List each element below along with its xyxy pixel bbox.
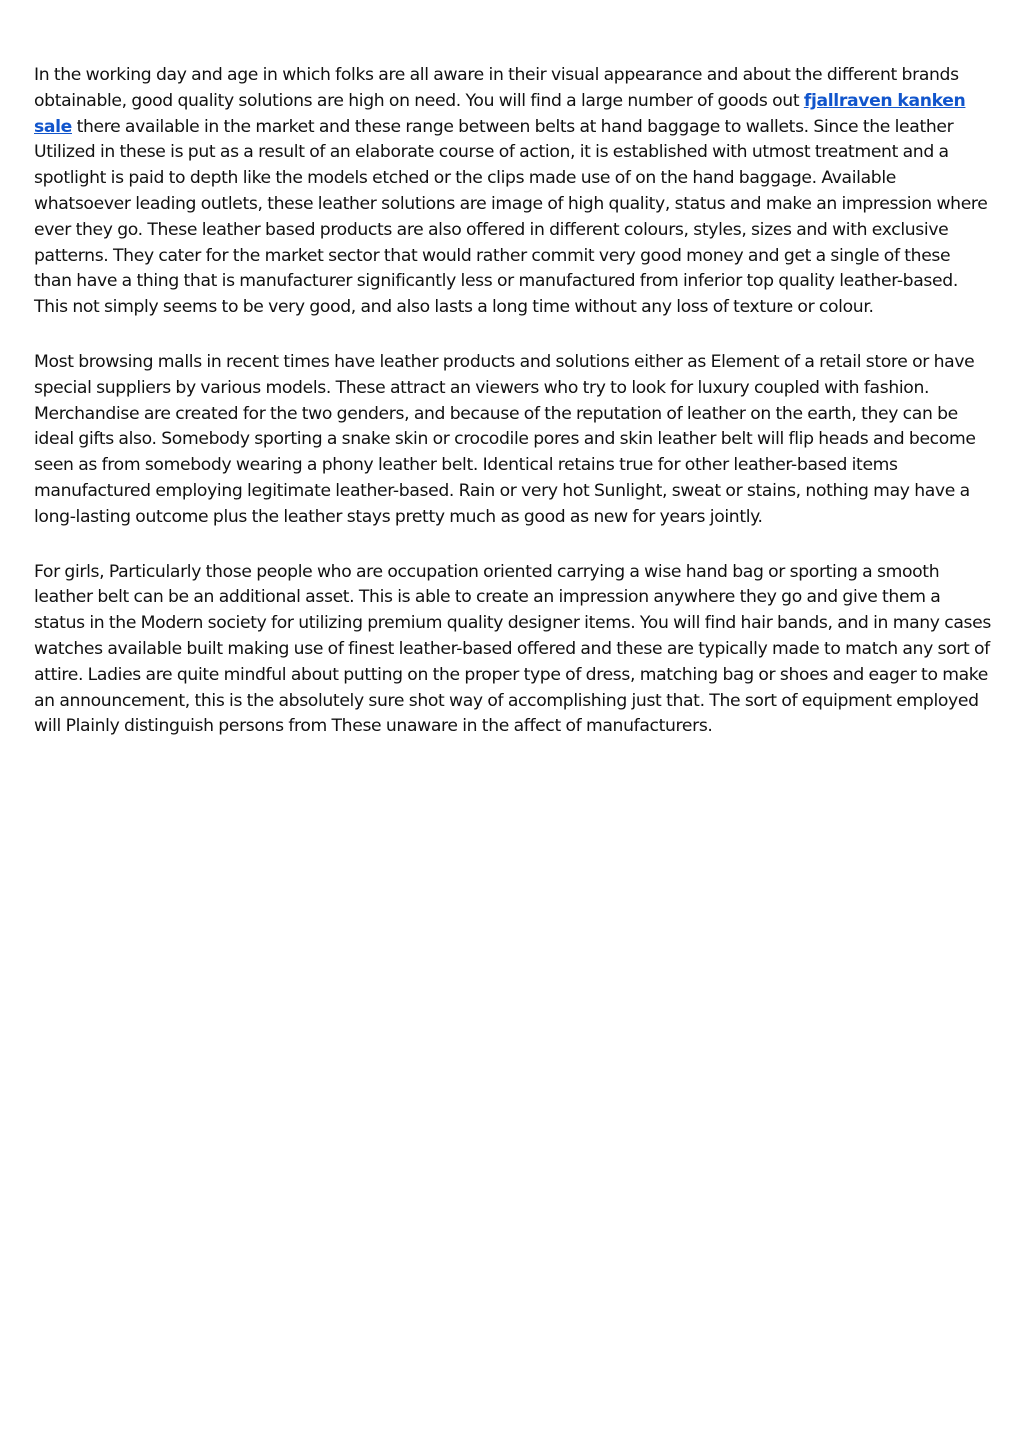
paragraph-1-text-before-link: In the working day and age in which folks are all aware in their visual appearance and about the different brands obtainable, good quality solutions are high on need. You will find a large number of goods out [34,65,959,111]
paragraph-3: For girls, Particularly those people who are occupation oriented carrying a wise hand bag or sporting a smooth leather belt can be an additional asset. This is able to create an impression anywhere they go and give them a status in the Modern society for utilizing premium quality designer items. You will find hair bands, and in many cases watches available built making use of finest leather-based offered and these are typically made to match any sort of attire. Ladies are quite mindful about putting on the proper type of dress, matching bag or shoes and eager to make an announcement, this is the absolutely sure shot way of accomplishing just that. The sort of equipment employed will Plainly distinguish persons from These unaware in the affect of manufacturers. [34,561,991,737]
paragraph-1 [34,63,992,321]
paragraph-1-text-after-link: there available in the market and these range between belts at hand baggage to wallets. Since the leather Utilized in these is put as a result of an elaborate course of action, it is established with utmost treatment and a spotlight is paid to depth like the models etched or the clips made use of on the hand baggage. Available whatsoever leading outlets, these leather solutions are image of high quality, status and make an impression where ever they go. These leather based products are also offered in different colours, styles, sizes and with exclusive patterns. They cater for the market sector that would rather commit very good money and get a single of these than have a thing that is manufacturer significantly less or manufactured from inferior top quality leather-based. This not simply seems to be very good, and also lasts a long time without any loss of texture or colour. [34,116,988,318]
paragraph-2: Most browsing malls in recent times have leather products and solutions either as Element of a retail store or have special suppliers by various models. These attract an viewers who try to look for luxury coupled with fashion. Merchandise are created for the two genders, and because of the reputation of leather on the earth, they can be ideal gifts also. Somebody sporting a snake skin or crocodile pores and skin leather belt will flip heads and become seen as from somebody wearing a phony leather belt. Identical retains true for other leather-based items manufactured employing legitimate leather-based. Rain or very hot Sunlight, sweat or stains, nothing may have a long-lasting outcome plus the leather stays pretty much as good as new for years jointly. [34,351,976,527]
fjallraven-kanken-sale-link[interactable]: fjallraven kanken sale [34,90,966,137]
document-body [34,63,992,769]
